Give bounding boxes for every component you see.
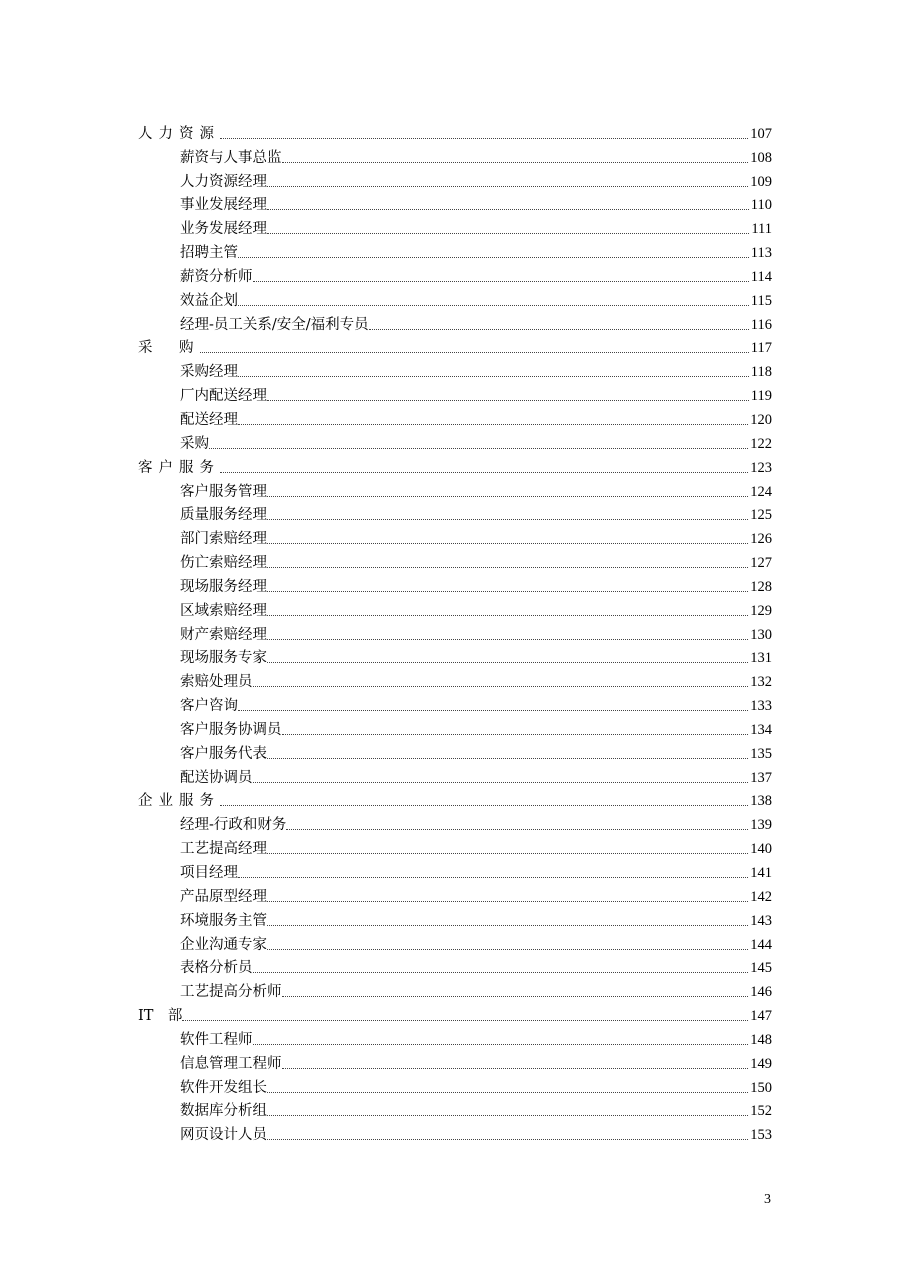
toc-dot-leader bbox=[267, 496, 748, 497]
toc-entry[interactable] bbox=[138, 262, 772, 286]
toc-entry-page: 109 bbox=[750, 173, 772, 190]
toc-entry[interactable] bbox=[138, 1049, 772, 1073]
toc-dot-leader bbox=[267, 519, 748, 520]
toc-entry-page: 149 bbox=[750, 1055, 772, 1072]
toc-dot-leader bbox=[282, 996, 749, 997]
toc-entry-page: 152 bbox=[750, 1103, 772, 1120]
toc-entry-title: 项目经理 bbox=[180, 865, 238, 881]
toc-entry[interactable] bbox=[138, 548, 772, 572]
toc-entry-title: 客户服务代表 bbox=[180, 745, 267, 762]
toc-entry[interactable] bbox=[138, 1073, 772, 1097]
toc-dot-leader bbox=[267, 1115, 748, 1116]
toc-dot-leader bbox=[267, 949, 748, 950]
toc-entry[interactable] bbox=[138, 501, 772, 525]
toc-dot-leader bbox=[267, 901, 748, 902]
toc-entry-title: 薪资与人事总监 bbox=[180, 149, 282, 166]
toc-entry-title: IT 部 bbox=[138, 1008, 183, 1025]
toc-entry[interactable] bbox=[138, 930, 772, 954]
toc-entry-title: 软件开发组长 bbox=[180, 1079, 267, 1096]
toc-entry[interactable] bbox=[138, 286, 772, 310]
toc-entry[interactable] bbox=[138, 238, 772, 262]
toc-entry[interactable] bbox=[138, 620, 772, 644]
toc-entry-title: 招聘主管 bbox=[180, 245, 238, 262]
toc-entry-title: 环境服务主管 bbox=[180, 912, 267, 929]
toc-entry-page: 117 bbox=[750, 340, 772, 357]
toc-entry-title: 产品原型经理 bbox=[180, 888, 267, 905]
toc-entry-page: 143 bbox=[750, 912, 772, 929]
toc-entry-title: 配送协调员 bbox=[180, 769, 253, 786]
toc-entry-page: 131 bbox=[750, 650, 772, 667]
toc-entry[interactable] bbox=[138, 405, 772, 429]
toc-dot-leader bbox=[282, 162, 749, 163]
toc-entry-page: 119 bbox=[750, 388, 772, 405]
toc-entry[interactable] bbox=[138, 572, 772, 596]
toc-dot-leader bbox=[200, 352, 749, 353]
toc-entry-page: 150 bbox=[750, 1079, 772, 1096]
toc-entry-title: 现场服务经理 bbox=[180, 578, 267, 595]
toc-entry-page: 129 bbox=[750, 602, 772, 619]
toc-entry-title: 区域索赔经理 bbox=[180, 602, 267, 619]
toc-dot-leader bbox=[238, 424, 748, 425]
toc-entry-title: 效益企划 bbox=[180, 292, 238, 309]
toc-entry-title: 伤亡索赔经理 bbox=[180, 555, 267, 572]
toc-entry-title: 质量服务经理 bbox=[180, 507, 267, 524]
toc-dot-leader bbox=[267, 591, 748, 592]
toc-dot-leader bbox=[238, 257, 749, 258]
table-of-contents bbox=[138, 119, 772, 1144]
toc-dot-leader bbox=[267, 615, 748, 616]
toc-entry-title: 客户咨询 bbox=[180, 698, 238, 715]
toc-entry-page: 138 bbox=[750, 793, 772, 810]
toc-entry[interactable] bbox=[138, 429, 772, 453]
toc-entry-title: 软件工程师 bbox=[180, 1031, 253, 1048]
toc-entry-title: 信息管理工程师 bbox=[180, 1055, 282, 1072]
toc-dot-leader bbox=[267, 925, 748, 926]
toc-entry-page: 122 bbox=[750, 435, 772, 452]
toc-entry[interactable] bbox=[138, 524, 772, 548]
toc-entry-page: 118 bbox=[750, 364, 772, 381]
toc-entry[interactable] bbox=[138, 310, 772, 334]
toc-section-entry[interactable] bbox=[138, 1001, 772, 1025]
toc-entry[interactable] bbox=[138, 1097, 772, 1121]
toc-entry-page: 133 bbox=[750, 698, 772, 715]
toc-entry-page: 148 bbox=[750, 1031, 772, 1048]
toc-dot-leader bbox=[220, 805, 748, 806]
toc-section-entry[interactable] bbox=[138, 334, 772, 358]
toc-entry-page: 144 bbox=[750, 936, 772, 953]
toc-entry-title: 人力资源经理 bbox=[180, 173, 267, 190]
toc-dot-leader bbox=[267, 233, 749, 234]
toc-dot-leader bbox=[253, 782, 749, 783]
toc-entry-title: 部门索赔经理 bbox=[180, 531, 267, 548]
toc-dot-leader bbox=[267, 209, 749, 210]
toc-entry[interactable] bbox=[138, 977, 772, 1001]
toc-entry-page: 114 bbox=[750, 268, 772, 285]
toc-dot-leader bbox=[267, 853, 748, 854]
toc-entry[interactable] bbox=[138, 596, 772, 620]
toc-dot-leader bbox=[267, 543, 748, 544]
toc-entry-title: 客户服务 bbox=[138, 459, 220, 476]
toc-dot-leader bbox=[282, 1068, 749, 1069]
toc-entry-title: 业务发展经理 bbox=[180, 221, 267, 238]
toc-entry-title: 索赔处理员 bbox=[180, 674, 253, 691]
toc-entry-page: 139 bbox=[750, 817, 772, 834]
toc-entry[interactable] bbox=[138, 715, 772, 739]
toc-entry[interactable] bbox=[138, 477, 772, 501]
toc-entry-title: 厂内配送经理 bbox=[180, 388, 267, 405]
toc-entry[interactable] bbox=[138, 167, 772, 191]
toc-entry[interactable] bbox=[138, 644, 772, 668]
toc-entry-page: 110 bbox=[750, 197, 772, 214]
toc-entry[interactable] bbox=[138, 858, 772, 882]
toc-entry-page: 126 bbox=[750, 531, 772, 548]
toc-dot-leader bbox=[267, 662, 748, 663]
toc-entry-page: 125 bbox=[750, 507, 772, 524]
toc-entry-page: 124 bbox=[750, 483, 772, 500]
toc-entry-page: 115 bbox=[750, 292, 772, 309]
toc-entry-title: 企业沟通专家 bbox=[180, 936, 267, 953]
toc-entry-title: 薪资分析师 bbox=[180, 268, 253, 285]
toc-dot-leader bbox=[267, 567, 748, 568]
toc-entry-page: 132 bbox=[750, 674, 772, 691]
toc-entry-page: 130 bbox=[750, 626, 772, 643]
toc-entry[interactable] bbox=[138, 143, 772, 167]
toc-section-entry[interactable] bbox=[138, 119, 772, 143]
toc-entry[interactable] bbox=[138, 691, 772, 715]
toc-entry-page: 145 bbox=[750, 960, 772, 977]
toc-entry-title: 配送经理 bbox=[180, 411, 238, 428]
toc-entry-page: 153 bbox=[750, 1127, 772, 1144]
toc-entry[interactable] bbox=[138, 834, 772, 858]
toc-dot-leader bbox=[182, 1020, 748, 1021]
toc-entry[interactable] bbox=[138, 1025, 772, 1049]
toc-entry-title: 网页设计人员 bbox=[180, 1127, 267, 1144]
toc-entry-title: 数据库分析组 bbox=[180, 1103, 267, 1120]
toc-dot-leader bbox=[267, 639, 748, 640]
toc-entry[interactable] bbox=[138, 882, 772, 906]
toc-entry-title: 采购 bbox=[180, 435, 209, 452]
toc-entry-title: 工艺提高经理 bbox=[180, 841, 267, 858]
toc-entry[interactable] bbox=[138, 191, 772, 215]
toc-dot-leader bbox=[286, 829, 748, 830]
toc-entry[interactable] bbox=[138, 763, 772, 787]
toc-dot-leader bbox=[220, 472, 748, 473]
toc-entry-title: 经理-员工关系/安全/福利专员 bbox=[180, 316, 369, 333]
toc-entry-page: 113 bbox=[750, 245, 772, 262]
toc-entry[interactable] bbox=[138, 214, 772, 238]
toc-dot-leader bbox=[238, 877, 748, 878]
toc-entry[interactable] bbox=[138, 381, 772, 405]
toc-entry[interactable] bbox=[138, 357, 772, 381]
toc-entry-title: 表格分析员 bbox=[180, 960, 253, 977]
toc-entry[interactable] bbox=[138, 667, 772, 691]
toc-entry-page: 127 bbox=[750, 555, 772, 572]
toc-entry-title: 企业服务 bbox=[138, 793, 220, 810]
toc-dot-leader bbox=[238, 376, 749, 377]
toc-dot-leader bbox=[220, 138, 748, 139]
toc-entry-page: 142 bbox=[750, 888, 772, 905]
toc-entry-page: 141 bbox=[750, 865, 772, 881]
toc-section-entry[interactable] bbox=[138, 453, 772, 477]
toc-dot-leader bbox=[253, 972, 749, 973]
toc-entry-title: 经理-行政和财务 bbox=[180, 817, 287, 834]
toc-entry-title: 财产索赔经理 bbox=[180, 626, 267, 643]
toc-dot-leader bbox=[267, 400, 749, 401]
page-number: 3 bbox=[764, 1192, 771, 1207]
toc-dot-leader bbox=[253, 686, 749, 687]
toc-entry-page: 111 bbox=[751, 221, 772, 238]
toc-dot-leader bbox=[369, 329, 749, 330]
toc-entry-title: 工艺提高分析师 bbox=[180, 984, 282, 1001]
toc-dot-leader bbox=[267, 1092, 748, 1093]
toc-dot-leader bbox=[253, 281, 749, 282]
toc-entry[interactable] bbox=[138, 810, 772, 834]
toc-entry-page: 147 bbox=[750, 1008, 772, 1025]
toc-dot-leader bbox=[209, 448, 748, 449]
toc-entry-title: 客户服务管理 bbox=[180, 483, 267, 500]
toc-dot-leader bbox=[282, 734, 749, 735]
toc-entry-page: 134 bbox=[750, 721, 772, 738]
toc-dot-leader bbox=[238, 710, 748, 711]
toc-entry-page: 135 bbox=[750, 745, 772, 762]
toc-entry[interactable] bbox=[138, 739, 772, 763]
toc-entry-title: 人力资源 bbox=[138, 125, 220, 142]
toc-dot-leader bbox=[267, 186, 748, 187]
toc-entry-page: 108 bbox=[750, 149, 772, 166]
toc-entry-page: 123 bbox=[750, 459, 772, 476]
toc-entry-title: 采购经理 bbox=[180, 364, 238, 381]
toc-entry-title: 事业发展经理 bbox=[180, 197, 267, 214]
toc-entry[interactable] bbox=[138, 1120, 772, 1144]
toc-entry-page: 128 bbox=[750, 578, 772, 595]
toc-entry-title: 采 购 bbox=[138, 340, 200, 357]
toc-dot-leader bbox=[267, 1139, 748, 1140]
toc-entry-page: 107 bbox=[750, 125, 772, 142]
toc-entry[interactable] bbox=[138, 906, 772, 930]
toc-entry-page: 146 bbox=[750, 984, 772, 1001]
toc-dot-leader bbox=[238, 305, 749, 306]
toc-dot-leader bbox=[267, 758, 748, 759]
toc-entry-page: 137 bbox=[750, 769, 772, 786]
toc-entry[interactable] bbox=[138, 954, 772, 978]
toc-dot-leader bbox=[253, 1044, 749, 1045]
toc-entry-page: 140 bbox=[750, 841, 772, 858]
toc-entry-page: 120 bbox=[750, 411, 772, 428]
toc-entry-title: 现场服务专家 bbox=[180, 650, 267, 667]
toc-entry-title: 客户服务协调员 bbox=[180, 721, 282, 738]
toc-section-entry[interactable] bbox=[138, 787, 772, 811]
toc-entry-page: 116 bbox=[750, 316, 772, 333]
